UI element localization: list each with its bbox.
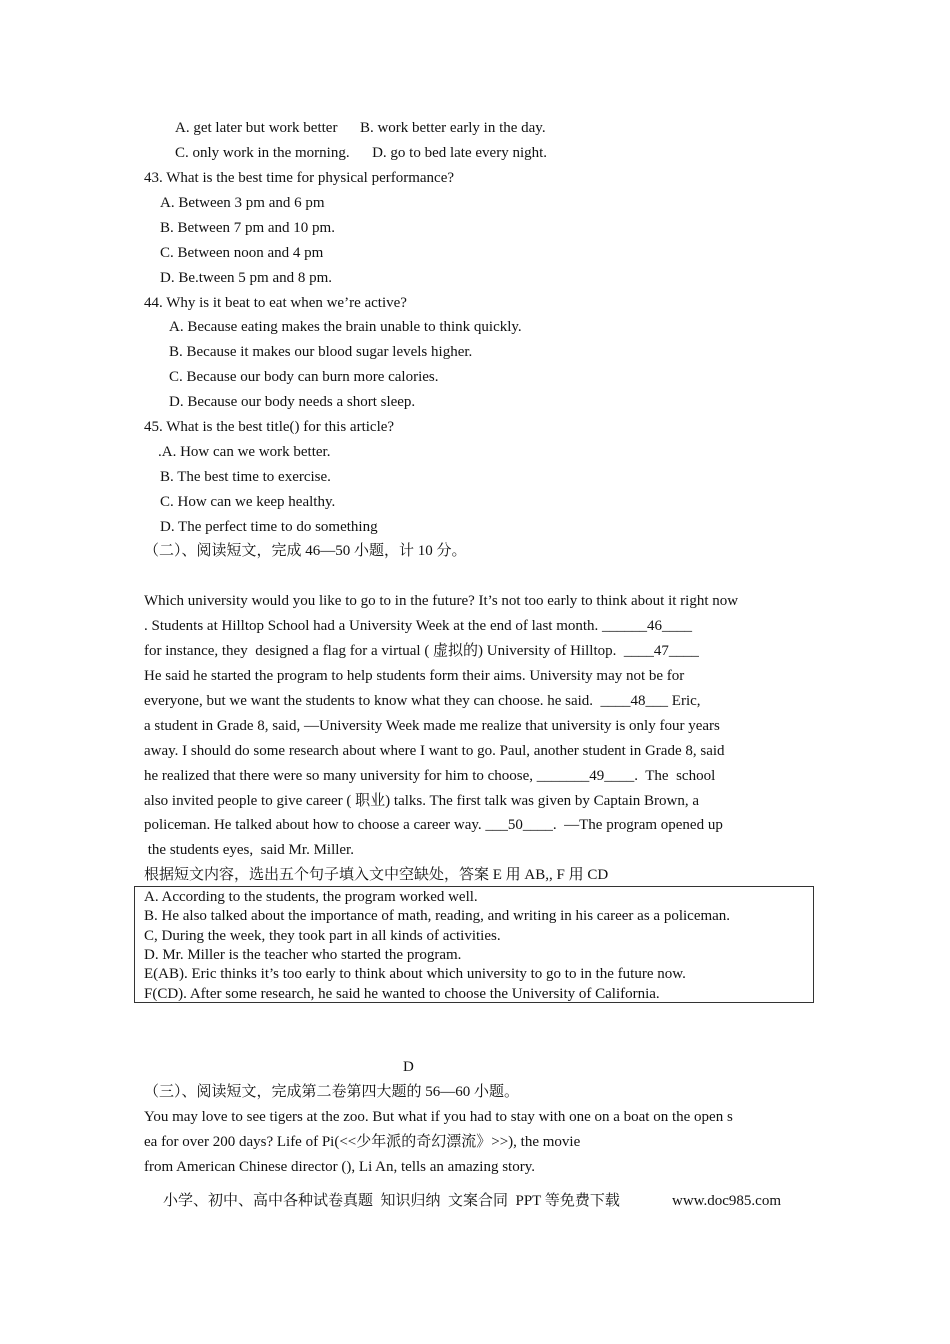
q44-option-b: B. Because it makes our blood sugar levels higher.: [169, 344, 473, 360]
q43-question: 43. What is the best time for physical performance?: [144, 170, 455, 186]
q44-question: 44. Why is it beat to eat when we’re active?: [144, 295, 407, 311]
section-3-heading: （三）、阅读短文，完成第二卷第四大题的 56—60 小题。: [144, 1084, 520, 1100]
choice-f: F(CD). After some research, he said he wanted to choose the University of California.: [144, 986, 660, 1002]
q45-option-a: .A. How can we work better.: [158, 444, 331, 460]
q44-option-a: A. Because eating makes the brain unable to think quickly.: [169, 319, 522, 335]
section-letter: D: [403, 1059, 414, 1075]
choice-e: E(AB). Eric thinks it’s too early to think about which university to go to in the future now.: [144, 966, 686, 982]
passage3-line: ea for over 200 days? Life of Pi(<<少年派的奇幻漂流》>>), the movie: [144, 1134, 581, 1150]
passage3-line: from American Chinese director (), Li An, tells an amazing story.: [144, 1159, 535, 1175]
q44-option-c: C. Because our body can burn more calories.: [169, 369, 439, 385]
choices-box: [134, 886, 814, 1003]
instruction: 根据短文内容，选出五个句子填入文中空缺处，答案 E 用 AB,, F 用 CD: [144, 867, 609, 883]
passage-line: policeman. He talked about how to choose a career way. ___50____. ―The program opened up: [144, 817, 723, 833]
passage3-line: You may love to see tigers at the zoo. But what if you had to stay with one on a boat on the open s: [144, 1109, 733, 1125]
q45-option-b: B. The best time to exercise.: [160, 469, 331, 485]
q43-option-c: C. Between noon and 4 pm: [160, 245, 324, 261]
choice-d: D. Mr. Miller is the teacher who started the program.: [144, 947, 462, 963]
footer-text: 小学、初中、高中各种试卷真题 知识归纳 文案合同 PPT 等免费下载: [163, 1193, 620, 1209]
passage-line: Which university would you like to go to in the future? It’s not too early to think about it right now: [144, 593, 739, 609]
choice-b: B. He also talked about the importance of math, reading, and writing in his career as a policeman.: [144, 908, 731, 924]
choice-c: C, During the week, they took part in all kinds of activities.: [144, 928, 501, 944]
passage-line: . Students at Hilltop School had a University Week at the end of last month. ______46____: [144, 618, 693, 634]
q42-options-line-1: A. get later but work better B. work better early in the day.: [175, 120, 546, 136]
passage-line: He said he started the program to help students form their aims. University may not be for: [144, 668, 685, 684]
q43-option-d: D. Be.tween 5 pm and 8 pm.: [160, 270, 333, 286]
passage-line: also invited people to give career ( 职业) talks. The first talk was given by Captain Brown, a: [144, 793, 699, 809]
q42-options-line-2: C. only work in the morning. D. go to bed late every night.: [175, 145, 548, 161]
footer-url: www.doc985.com: [672, 1193, 782, 1209]
passage-line: the students eyes, said Mr. Miller.: [144, 842, 354, 858]
passage-line: for instance, they designed a flag for a virtual ( 虚拟的) University of Hilltop. ____47____: [144, 643, 699, 659]
passage-line: he realized that there were so many university for him to choose, _______49____. The school: [144, 768, 716, 784]
passage-line: away. I should do some research about where I want to go. Paul, another student in Grade 8, said: [144, 743, 725, 759]
q43-option-a: A. Between 3 pm and 6 pm: [160, 195, 325, 211]
q44-option-d: D. Because our body needs a short sleep.: [169, 394, 416, 410]
passage-line: everyone, but we want the students to know what they can choose. he said. ____48___ Eric,: [144, 693, 701, 709]
q43-option-b: B. Between 7 pm and 10 pm.: [160, 220, 335, 236]
section-2-heading: （二）、阅读短文，完成 46—50 小题，计 10 分。: [144, 543, 467, 559]
q45-question: 45. What is the best title() for this article?: [144, 419, 395, 435]
passage-line: a student in Grade 8, said, ―University Week made me realize that university is only four years: [144, 718, 720, 734]
choice-a: A. According to the students, the program worked well.: [144, 889, 478, 905]
q45-option-c: C. How can we keep healthy.: [160, 494, 336, 510]
q45-option-d: D. The perfect time to do something: [160, 519, 378, 535]
